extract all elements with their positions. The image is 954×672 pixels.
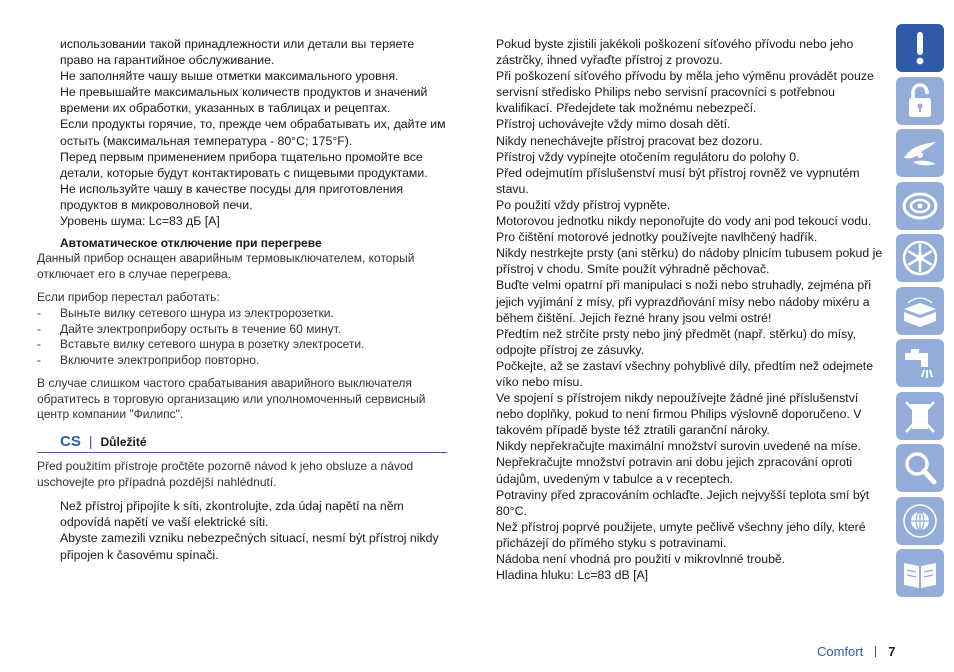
ru-overheat-text: Данный прибор оснащен аварийным термовыключателем, который отключает его в случае перегрева. [37,251,415,281]
cs-paragraph: Nikdy nestrkejte prsty (ani stěrku) do nádoby plnicím tubusem pokud je přístroj v chodu. Smíte použít výhradně pěchovač. [496,246,883,277]
cs-items-block [37,498,447,562]
ru-if-stopped-text: Если прибор перестал работать: [37,290,220,305]
fan-icon [901,239,939,277]
section-title: Důležité [100,435,147,450]
cs-paragraph: Při poškození síťového přívodu by měla jeho výměnu provádět pouze servisní středisko Philips nebo servisní pracovníci s potřebnou kvalifikací. Předejdete tak možnému nebezpečí. [496,69,874,116]
exclamation-icon [905,30,935,66]
ru-paragraph: Перед первым применением прибора тщательно промойте все детали, которые будут контактировать с пищевыми продуктами. [60,149,428,180]
cs-paragraph: Nikdy nenechávejte přístroj pracovat bez dozoru. [496,133,763,148]
tab-storage[interactable] [896,287,944,335]
cs-paragraph: Pokud byste zjistili jakékoli poškození síťového přívodu nebo jeho zástrčky, ihned vyřaďte přístroj z provozu. [496,37,854,68]
storage-icon [900,292,940,330]
separator: | [88,433,93,450]
cs-paragraph: Buďte velmi opatrní při manipulaci s noži nebo struhadly, zejména při jejich vyjímání z mísy, při vyprazdňování mísy nebo nádoby mixéru a během čištění. Jejich řezné hrany jsou velmi ostré! [496,278,872,325]
padlock-icon [904,82,936,120]
language-code: CS [60,433,81,451]
cs-paragraph: Ve spojení s přístrojem nikdy nepoužívejte žádné jiné příslušenství nebo doplňky, pokud to není firmou Philips výslovně doporučeno. V takovém případě byste též ztratili garanční nároky. [496,391,862,438]
cs-section-header [37,433,447,453]
tab-cleaning[interactable] [896,339,944,387]
cs-paragraph: Nádoba není vhodná pro použití v mikrovlnné troubě. [496,552,786,566]
ru-section-heading: Автоматическое отключение при перегреве [60,236,322,251]
cs-paragraph: Abyste zamezili vzniku nebezpečných situací, nesmí být přístroj nikdy připojen k časovému spínači. [60,531,439,562]
ru-steps-list [37,306,447,368]
cs-paragraph: Přístroj uchovávejte vždy mimo dosah dětí. [496,117,731,132]
trash-bin-icon [901,397,939,435]
cs-paragraph: Než přístroj připojíte k síti, zkontrolujte, zda údaj napětí na něm odpovídá napětí ve vaší elektrické síti. [60,499,404,530]
tab-safety[interactable] [896,77,944,125]
disc-icon [901,189,939,223]
cs-paragraph: Před odejmutím příslušenství musí být přístroj rovněž ve vypnutém stavu. [496,165,860,196]
ru-paragraph: Уровень шума: Lc=83 дБ [A] [60,214,220,229]
tab-manual[interactable] [896,549,944,597]
globe-icon [900,501,940,541]
cs-paragraph: Nepřekračujte množství potravin ani dobu jejich zpracování oproti údajům, uvedeným v tabulce a v receptech. [496,455,853,486]
ru-paragraph: Не заполняйте чашу выше отметки максимального уровня. [60,69,399,84]
page-footer [817,644,895,659]
list-item: - Вставьте вилку сетевого шнура в розетку электросети. [37,337,447,353]
book-icon [900,555,940,591]
cs-paragraph: Předtím než strčíte prsty nebo jiný předmět (např. stěrku) do mísy, odpojte přístroj ze zásuvky. [496,326,856,357]
cs-paragraph: Počkejte, až se zastaví všechny pohyblivé díly, předtím než odejmete víko nebo mísu. [496,358,874,389]
ru-paragraph: Не превышайте максимальных количеств продуктов и значений времени их обработки, указанных в таблицах и рецептах. [60,85,428,116]
list-item: - Выньте вилку сетевого шнура из электророзетки. [37,306,447,322]
magnifier-icon [901,449,939,487]
tap-icon [901,344,939,382]
tab-blade[interactable] [896,129,944,177]
section-tabs [896,24,944,602]
tab-important[interactable] [896,24,944,72]
cs-paragraph: Po použití vždy přístroj vypněte. [496,197,671,212]
cs-paragraph: Přístroj vždy vypínejte otočením regulátoru do polohy 0. [496,149,800,164]
cs-paragraph: Hladina hluku: Lc=83 dB [A] [496,568,649,583]
tab-troubleshooting[interactable] [896,444,944,492]
footer-label: Comfort [817,644,864,659]
tab-fan[interactable] [896,234,944,282]
list-item: - Дайте электроприбору остыть в течение 60 минут. [37,322,447,338]
ru-service-text: В случае слишком частого срабатывания аварийного выключателя обратитесь в торговую организацию или уполномоченный сервисный центр компании "Филипс". [37,376,426,422]
tab-guarantee[interactable] [896,497,944,545]
cs-paragraph: Nikdy nepřekračujte maximální množství surovin uvedené na míse. [496,439,861,454]
left-column [37,36,447,563]
page-number: 7 [888,644,896,659]
right-column [496,36,886,583]
cs-paragraph: Než přístroj poprvé použijete, umyte pečlivě všechny jeho díly, které přicházejí do přímého styku s potravinami. [496,519,866,550]
blade-icon [901,136,939,170]
ru-paragraph: Если продукты горячие, то, прежде чем обрабатывать их, дайте им остыть (максимальная температура - 80°C; 175°F). [60,117,446,148]
cs-paragraph: Motorovou jednotku nikdy neponořujte do vody ani pod tekoucí vodu. Pro čištění motorové jednotky používejte navlhčený hadřík. [496,214,872,245]
list-item: - Включите электроприбор повторно. [37,353,447,369]
cs-paragraph: Potraviny před zpracováním ochlaďte. Jejich nejvyšší teplota smí být 80°C. [496,487,870,518]
ru-continued-block [37,36,447,229]
tab-disc[interactable] [896,182,944,230]
footer-divider [875,646,876,657]
cs-intro-text: Před použitím přístroje pročtěte pozorně návod k jeho obsluze a návod uschovejte pro případná pozdější nahlédnutí. [37,459,414,489]
ru-paragraph: Не используйте чашу в качестве посуды для приготовления продуктов в микроволновой печи. [60,181,404,212]
tab-disposal[interactable] [896,392,944,440]
ru-paragraph: использовании такой принадлежности или детали вы теряете право на гарантийное обслуживание. [60,37,415,68]
